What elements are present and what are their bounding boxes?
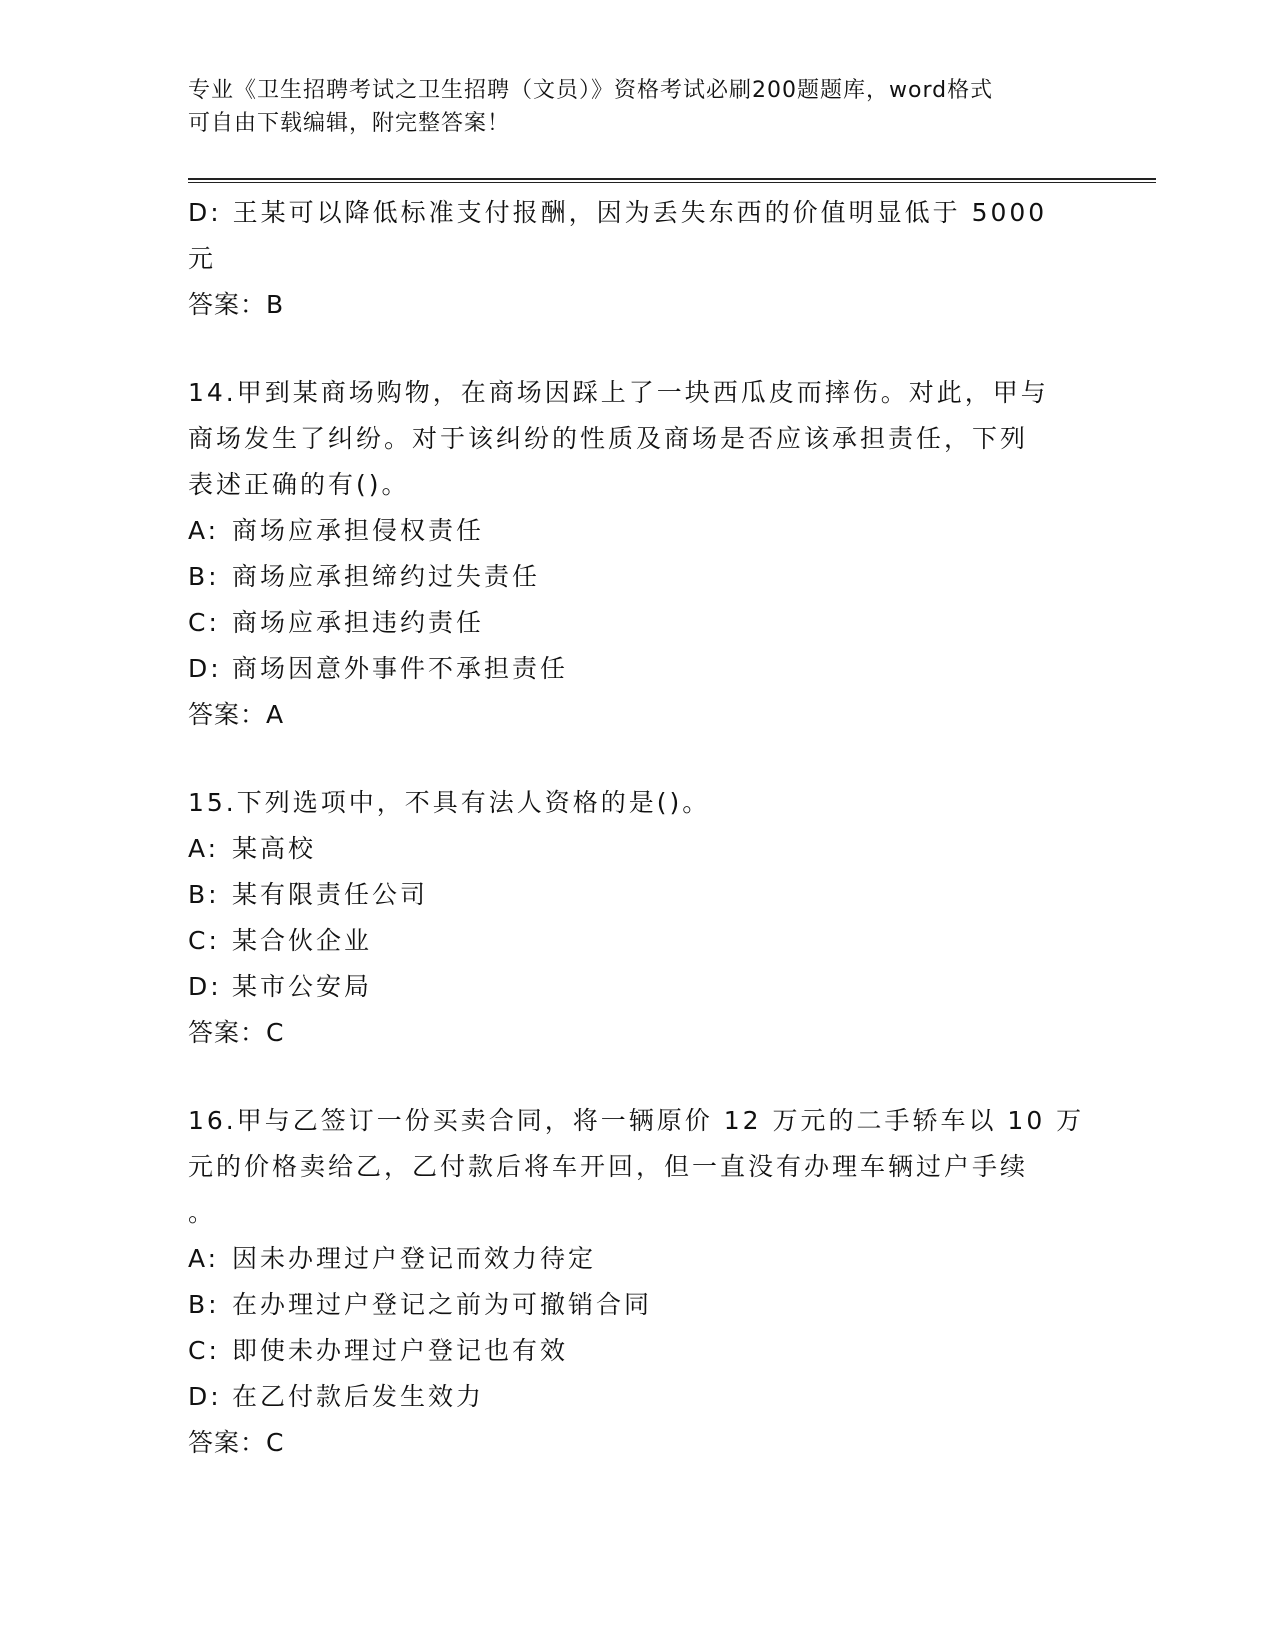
option-letter: B:: [188, 880, 220, 909]
question-stem-line: 16.甲与乙签订一份买卖合同，将一辆原价 12 万元的二手轿车以 10 万: [188, 1106, 1085, 1135]
option-text: 某有限责任公司: [232, 880, 429, 909]
question-stem-line: 14.甲到某商场购物，在商场因踩上了一块西瓜皮而摔伤。对此，甲与: [188, 378, 1049, 407]
header-divider: [188, 178, 1156, 183]
option-d-line-2: 元: [188, 244, 217, 273]
option-text: 在乙付款后发生效力: [232, 1382, 485, 1411]
spacer: [188, 738, 1078, 780]
option-letter: B:: [188, 1290, 220, 1319]
option-text: 商场应承担缔约过失责任: [232, 562, 541, 591]
option-text: 商场应承担违约责任: [232, 608, 485, 637]
option-text: 商场应承担侵权责任: [232, 516, 485, 545]
option-d: [188, 964, 1078, 1010]
header-title-line-2: 可自由下载编辑，附完整答案！: [188, 111, 511, 136]
question-content: [188, 190, 1085, 1466]
option-a: [188, 1236, 1078, 1282]
option-b: [188, 872, 1078, 918]
option-letter: A:: [188, 834, 220, 863]
header-title-line-1: 专业《卫生招聘考试之卫生招聘（文员）》资格考试必刷200题题库，word格式: [188, 78, 994, 103]
option-text: 因未办理过户登记而效力待定: [232, 1244, 597, 1273]
option-letter: D:: [188, 972, 222, 1001]
question-13-continuation: [188, 190, 1078, 328]
question-stem-line: 15.下列选项中，不具有法人资格的是()。: [188, 788, 711, 817]
question-15: [188, 780, 1078, 1056]
answer-text: 答案：C: [188, 1428, 285, 1457]
option-c: [188, 918, 1078, 964]
option-letter: C:: [188, 1336, 220, 1365]
question-stem-line: 元的价格卖给乙，乙付款后将车开回，但一直没有办理车辆过户手续: [188, 1152, 1029, 1181]
option-letter: A:: [188, 1244, 220, 1273]
question-stem-line: 商场发生了纠纷。对于该纠纷的性质及商场是否应该承担责任，下列: [188, 424, 1029, 453]
answer-text: 答案：B: [188, 290, 285, 319]
spacer: [188, 1056, 1078, 1098]
option-text: 即使未办理过户登记也有效: [232, 1336, 569, 1365]
question-stem-line: 表述正确的有()。: [188, 470, 410, 499]
option-c: [188, 600, 1078, 646]
option-letter: C:: [188, 926, 220, 955]
option-text: 某合伙企业: [232, 926, 373, 955]
document-header: [188, 74, 1068, 140]
option-b: [188, 1282, 1078, 1328]
answer-text: 答案：C: [188, 1018, 285, 1047]
option-letter: D:: [188, 654, 222, 683]
option-letter: C:: [188, 608, 220, 637]
option-b: [188, 554, 1078, 600]
option-d: [188, 1374, 1078, 1420]
question-14: [188, 370, 1078, 738]
question-16: [188, 1098, 1085, 1466]
option-text: 商场因意外事件不承担责任: [232, 654, 569, 683]
option-a: [188, 826, 1078, 872]
option-letter: B:: [188, 562, 220, 591]
spacer: [188, 328, 1078, 370]
answer-text: 答案：A: [188, 700, 285, 729]
option-d-line-1: D: 王某可以降低标准支付报酬，因为丢失东西的价值明显低于 5000: [188, 198, 1048, 227]
question-stem-line: 。: [188, 1198, 217, 1227]
option-a: [188, 508, 1078, 554]
option-text: 某市公安局: [232, 972, 373, 1001]
option-c: [188, 1328, 1078, 1374]
option-letter: A:: [188, 516, 220, 545]
option-d: [188, 646, 1078, 692]
option-text: 某高校: [232, 834, 317, 863]
option-text: 在办理过户登记之前为可撤销合同: [232, 1290, 653, 1319]
option-letter: D:: [188, 1382, 222, 1411]
